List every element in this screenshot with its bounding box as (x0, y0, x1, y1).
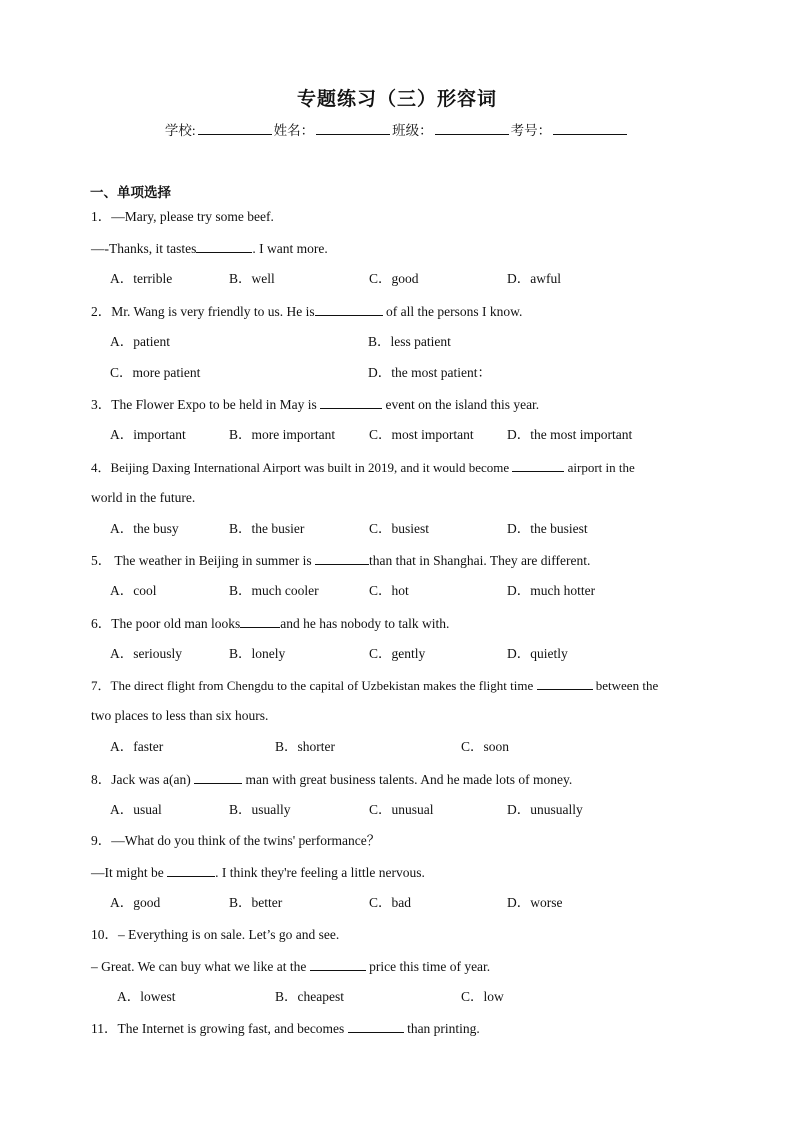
question-text: Beijing Daxing International Airport was built in 2019, and it would become (110, 460, 513, 475)
question-9-line-2 (91, 864, 425, 881)
option-a[interactable]: A．seriously (110, 646, 182, 661)
option-c[interactable]: C．good (369, 271, 419, 286)
option-a[interactable]: A．important (110, 427, 186, 442)
option-d[interactable]: D．unusually (507, 802, 583, 817)
option-d[interactable]: D．quietly (507, 646, 568, 661)
class-label: 班级： (392, 123, 433, 138)
option-c[interactable]: C．gently (369, 646, 426, 661)
option-c[interactable]: C．busiest (369, 521, 430, 536)
option-d[interactable]: D．the most patient： (368, 365, 491, 380)
option-c[interactable]: C．low (461, 989, 504, 1004)
question-text: man with great business talents. And he made lots of money. (242, 772, 573, 787)
question-text: The direct flight from Chengdu to the capital of Uzbekistan makes the flight time (110, 678, 537, 693)
question-text: The poor old man looks (111, 616, 241, 631)
question-6-line-1 (91, 615, 449, 632)
question-3-line-1 (91, 396, 539, 413)
page-title: 专题练习（三）形容词 (296, 89, 497, 110)
class-blank[interactable] (435, 122, 509, 135)
option-d[interactable]: D．awful (507, 271, 561, 286)
question-number: 9． (91, 833, 112, 848)
answer-blank[interactable] (196, 240, 252, 253)
option-c[interactable]: C．bad (369, 895, 411, 910)
option-b[interactable]: B．better (229, 895, 283, 910)
question-10-line-1 (91, 927, 339, 943)
school-label: 学校: (164, 123, 196, 138)
option-b[interactable]: B．usually (229, 802, 291, 817)
option-a[interactable]: A．faster (110, 739, 164, 754)
option-c[interactable]: C．hot (369, 583, 409, 598)
section-heading: 一、单项选择 (90, 185, 171, 200)
answer-blank[interactable] (310, 958, 366, 971)
option-c[interactable]: C．most important (369, 427, 474, 442)
answer-blank[interactable] (315, 552, 369, 565)
question-4-line-2 (91, 490, 195, 506)
option-b[interactable]: B．cheapest (275, 989, 344, 1004)
question-text: The Internet is growing fast, and becomes (117, 1021, 348, 1036)
question-number: 6． (91, 616, 112, 631)
question-text: price this time of year. (365, 959, 491, 974)
question-8-line-1 (91, 771, 572, 788)
question-1-line-2 (91, 240, 328, 257)
option-d[interactable]: D．worse (507, 895, 563, 910)
answer-blank[interactable] (512, 459, 564, 472)
option-b[interactable]: B．more important (229, 427, 336, 442)
answer-blank[interactable] (320, 396, 382, 409)
question-text: Jack was a(an) (111, 772, 195, 787)
option-d[interactable]: D．the busiest (507, 521, 588, 536)
school-blank[interactable] (198, 122, 272, 135)
question-number: 10． (91, 927, 118, 942)
option-a[interactable]: A．good (110, 895, 161, 910)
answer-blank[interactable] (348, 1020, 404, 1033)
question-11-line-1 (91, 1020, 480, 1037)
question-text: —-Thanks, it tastes (91, 241, 197, 256)
question-text: than that in Shanghai. They are different. (368, 553, 591, 568)
question-text: – Great. We can buy what we like at the (91, 959, 310, 974)
question-4-line-1 (91, 459, 635, 476)
question-text: two places to less than six hours. (91, 708, 269, 723)
question-text: between the (592, 678, 659, 693)
exam-no-blank[interactable] (553, 122, 627, 135)
option-c[interactable]: C．unusual (369, 802, 434, 817)
option-a[interactable]: A．lowest (117, 989, 176, 1004)
question-text: event on the island this year. (382, 397, 540, 412)
question-5-line-1 (91, 552, 590, 569)
question-number: 3． (91, 397, 112, 412)
question-7-line-1 (91, 677, 658, 694)
question-text: world in the future. (91, 490, 196, 505)
question-text: The Flower Expo to be held in May is (111, 397, 321, 412)
option-b[interactable]: B．lonely (229, 646, 286, 661)
question-text: . I think they're feeling a little nervous. (215, 865, 425, 880)
option-b[interactable]: B．much cooler (229, 583, 319, 598)
answer-blank[interactable] (194, 771, 242, 784)
question-number: 8． (91, 772, 112, 787)
question-7-line-2 (91, 708, 268, 724)
question-text: —It might be (91, 865, 168, 880)
question-text: Mr. Wang is very friendly to us. He is (111, 304, 315, 319)
option-c[interactable]: C．soon (461, 739, 510, 754)
question-number: 7． (91, 678, 111, 693)
question-text: The weather in Beijing in summer is (111, 553, 315, 568)
question-text: —Mary, please try some beef. (111, 209, 274, 224)
question-text: —What do you think of the twins' performance？ (111, 833, 381, 848)
question-text: airport in the (564, 460, 635, 475)
option-d[interactable]: D．much hotter (507, 583, 596, 598)
question-9-line-1 (91, 833, 380, 849)
answer-blank[interactable] (537, 677, 593, 690)
question-1-line-1 (91, 209, 274, 225)
answer-blank[interactable] (315, 303, 383, 316)
option-a[interactable]: A．cool (110, 583, 157, 598)
answer-blank[interactable] (167, 864, 215, 877)
question-number: 1． (91, 209, 112, 224)
question-number: 4． (91, 460, 111, 475)
question-10-line-2 (91, 958, 490, 975)
question-text: . I want more. (252, 241, 328, 256)
question-text: and he has nobody to talk with. (280, 616, 450, 631)
question-number: 5． (91, 553, 112, 568)
option-c[interactable]: C．more patient (110, 365, 201, 380)
option-b[interactable]: B．shorter (275, 739, 335, 754)
question-number: 11． (91, 1021, 118, 1036)
name-label: 姓名： (273, 123, 315, 138)
option-d[interactable]: D．the most important (507, 427, 633, 442)
option-b[interactable]: B．well (229, 271, 275, 286)
question-text: – Everything is on sale. Let’s go and see. (118, 927, 340, 942)
student-info-line (0, 119, 794, 139)
answer-blank[interactable] (240, 615, 280, 628)
option-b[interactable]: B．less patient (368, 334, 451, 349)
question-text: than printing. (403, 1021, 480, 1036)
question-2-line-1 (91, 303, 522, 320)
name-blank[interactable] (316, 122, 390, 135)
question-number: 2． (91, 304, 112, 319)
question-text: of all the persons I know. (382, 304, 523, 319)
option-a[interactable]: A．the busy (110, 521, 179, 536)
option-a[interactable]: A．patient (110, 334, 170, 349)
option-a[interactable]: A．terrible (110, 271, 173, 286)
exam-no-label: 考号： (510, 123, 552, 138)
option-b[interactable]: B．the busier (229, 521, 305, 536)
option-a[interactable]: A．usual (110, 802, 162, 817)
